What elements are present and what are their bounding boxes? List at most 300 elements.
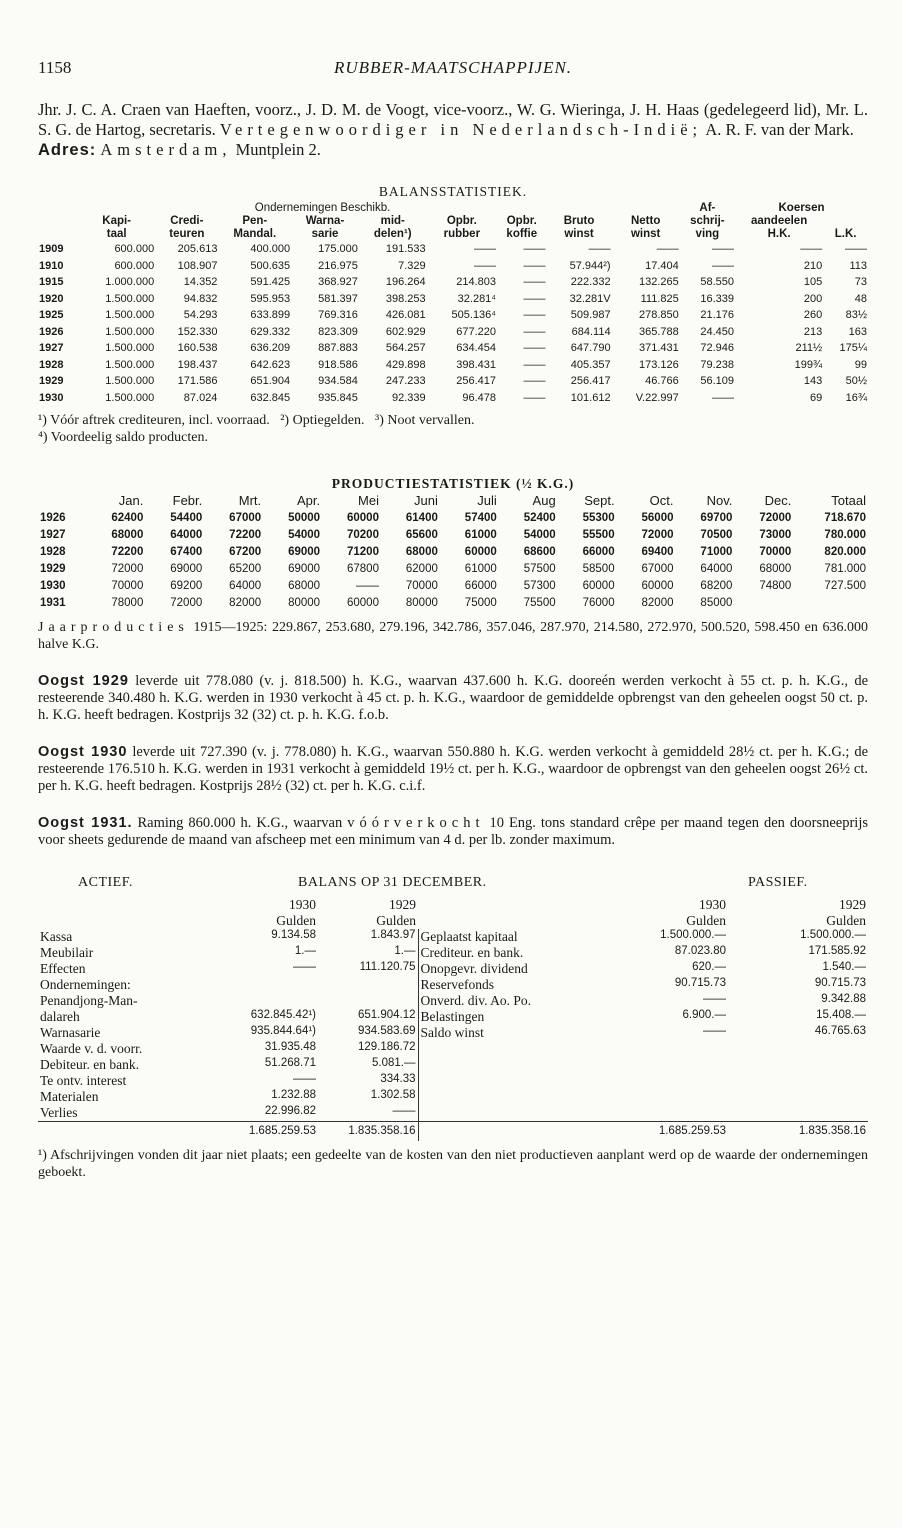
balance-years-row xyxy=(38,897,868,913)
liabilities-value-1929: 1.540.— xyxy=(822,961,866,973)
stat-cell: 198.437 xyxy=(177,358,218,371)
production-stat-title: PRODUCTIESTATISTIEK (½ K.G.) xyxy=(331,476,575,491)
stat-head-koersen: Koersen xyxy=(778,202,825,214)
production-row xyxy=(38,594,868,611)
stat-cell: —— xyxy=(712,259,735,272)
stat-head3-cell: taal xyxy=(106,228,127,240)
harvest-1931-label: Oogst 1931. xyxy=(38,815,133,831)
production-cell: 70000 xyxy=(405,579,438,592)
page-number: 1158 xyxy=(38,58,72,77)
balance-sheet-table xyxy=(38,897,868,1141)
stat-head3-cell: koffie xyxy=(506,228,538,240)
production-month-header: Totaal xyxy=(831,493,866,508)
stat-cell: 210 xyxy=(803,259,823,272)
stat-cell: 426.081 xyxy=(385,309,426,322)
balance-total-row xyxy=(38,1122,868,1142)
passief-unit-1929: Gulden xyxy=(826,913,866,928)
stat-cell: 222.332 xyxy=(570,276,611,289)
stat-cell: —— xyxy=(712,391,735,404)
actief-year-1929: 1929 xyxy=(389,897,416,912)
production-month-header: Jan. xyxy=(118,493,144,508)
stat-row xyxy=(38,324,868,341)
production-cell: 62000 xyxy=(405,562,438,575)
stat-cell: 196.264 xyxy=(385,276,426,289)
assets-value-1930 xyxy=(228,993,318,1009)
passief-unit-1930: Gulden xyxy=(686,913,726,928)
production-cell: 66000 xyxy=(582,545,615,558)
stat-cell: 1.500.000 xyxy=(105,375,155,388)
stat-cell: —— xyxy=(523,342,546,355)
stat-cell: 7.329 xyxy=(398,259,426,272)
stat-cell: 48 xyxy=(854,292,867,305)
stat-head3-cell: teuren xyxy=(169,228,205,240)
production-cell: 76000 xyxy=(582,596,615,609)
stat-head-spacer xyxy=(38,215,78,228)
stat-cell: 152.330 xyxy=(177,325,218,338)
harvest-1930-label: Oogst 1930 xyxy=(38,744,128,760)
stat-cell: 677.220 xyxy=(456,325,497,338)
stat-head-ondernemingen: Ondernemingen Beschikb. xyxy=(254,202,391,214)
stat-head3-cell: delen¹) xyxy=(373,228,412,240)
production-cell: 68000 xyxy=(288,579,321,592)
production-row xyxy=(38,526,868,543)
stat-cell: 58.550 xyxy=(700,276,735,289)
liabilities-label: Crediteur. en bank. xyxy=(418,945,588,961)
harvest-1931-text-c: 10 Eng. tons standard crêpe per maand tegen den doorsneeprijs voor sheets gedurende de maand van afscheep met een minimum van 4 d. per lb. zonder maximum. xyxy=(38,815,868,848)
balance-sheet-title: BALANS OP 31 DECEMBER. xyxy=(298,875,487,890)
stat-cell: V.22.997 xyxy=(635,391,679,404)
stat-year: 1910 xyxy=(39,259,64,272)
production-cell: 80000 xyxy=(405,596,438,609)
stat-cell: 505.136⁴ xyxy=(451,309,497,322)
production-cell: 54400 xyxy=(170,511,203,524)
stat-header-row-3 xyxy=(38,228,868,241)
production-cell: 72200 xyxy=(229,528,262,541)
empty-cell xyxy=(588,1089,728,1105)
stat-cell: 1.500.000 xyxy=(105,292,155,305)
balance-stat-title: BALANSSTATISTIEK. xyxy=(378,184,528,199)
stat-cell: 99 xyxy=(854,358,867,371)
stat-cell: 256.417 xyxy=(456,375,497,388)
assets-value-1930: —— xyxy=(293,1073,316,1085)
stat-cell: 200 xyxy=(803,292,823,305)
production-cell: 72000 xyxy=(641,528,674,541)
assets-value-1930: 9.134.58 xyxy=(271,929,316,941)
assets-label: Effecten xyxy=(40,961,86,976)
stat-cell: —— xyxy=(523,309,546,322)
stat-head3-cell: winst xyxy=(564,228,594,240)
stat-cell: 171.586 xyxy=(177,375,218,388)
board-paragraph xyxy=(38,100,868,140)
production-year: 1931 xyxy=(40,596,66,609)
stat-cell: 175¼ xyxy=(839,342,867,355)
production-cell: 65200 xyxy=(229,562,262,575)
stat-row xyxy=(38,274,868,291)
stat-cell: 69 xyxy=(809,391,823,404)
balance-row xyxy=(38,977,868,993)
production-row xyxy=(38,577,868,594)
liabilities-value-1929: 46.765.63 xyxy=(814,1025,866,1037)
stat-cell: 651.904 xyxy=(250,375,291,388)
representative-label: Vertegenwoordiger in Nederlandsch-Indië; xyxy=(219,120,703,139)
balance-row xyxy=(38,1025,868,1041)
stat-head2-cell: Credi- xyxy=(170,215,204,227)
assets-value-1930: 31.935.48 xyxy=(264,1041,316,1053)
production-cell: 75500 xyxy=(523,596,556,609)
assets-label: Ondernemingen: xyxy=(40,977,131,992)
harvest-1929-text: leverde uit 778.080 (v. j. 818.500) h. K.G., waarvan 437.600 h. K.G. dooreén werden verkocht à 55 ct. p. h. K.G., de resteerende 340.480 h. K.G. werden in 1930 verkocht à 45 ct. p. h. K.G., waardoor de gemiddelde opbrengst van den geheelen oogst 50 ct. p. h. K.G. heeft bedragen. Kostprijs 32 (32) ct. p. h. K.G. f.o.b. xyxy=(38,673,869,723)
liabilities-value-1930: 90.715.73 xyxy=(674,977,726,989)
stat-cell: —— xyxy=(656,243,679,256)
production-cell: 70000 xyxy=(111,579,144,592)
stat-cell: 113 xyxy=(849,259,867,272)
assets-label: Verlies xyxy=(40,1105,78,1120)
stat-cell: 17.404 xyxy=(645,259,679,272)
production-row xyxy=(38,560,868,577)
liabilities-value-1930: 6.900.— xyxy=(682,1009,726,1021)
stat-cell: —— xyxy=(523,325,546,338)
production-cell: 60000 xyxy=(346,511,379,524)
production-cell: 50000 xyxy=(288,511,321,524)
production-cell: 54000 xyxy=(523,528,556,541)
board-text: Jhr. J. C. A. Craen van Haeften, voorz., J. D. M. de Voogt, vice-voorz., W. G. Wieringa, J. H. Haas (gedelegeerd lid), Mr. L. S. G. de Hartog, secretaris. xyxy=(38,100,868,139)
stat-row xyxy=(38,357,868,374)
production-cell: 67000 xyxy=(229,511,262,524)
production-cell: 65600 xyxy=(405,528,438,541)
assets-label: Kassa xyxy=(40,929,73,944)
stat-cell: 368.927 xyxy=(318,276,358,289)
stat-cell: 96.478 xyxy=(462,391,497,404)
stat-year: 1915 xyxy=(39,276,64,289)
stat-header-row-2 xyxy=(38,215,868,228)
production-cell: 71200 xyxy=(346,545,379,558)
liabilities-value-1929: 90.715.73 xyxy=(814,977,866,989)
stat-cell: 72.946 xyxy=(700,342,735,355)
assets-label: Penandjong-Man- xyxy=(40,993,138,1008)
production-cell: 82000 xyxy=(641,596,674,609)
harvest-1931 xyxy=(38,815,868,849)
empty-cell xyxy=(418,1105,588,1122)
empty-cell xyxy=(418,1073,588,1089)
stat-cell: 92.339 xyxy=(391,391,426,404)
stat-head2-cell: mid- xyxy=(380,215,405,227)
liabilities-label: Onverd. div. Ao. Po. xyxy=(418,993,588,1009)
stat-header-row-1 xyxy=(38,202,868,215)
production-cell xyxy=(793,594,868,611)
liabilities-value-1930: 87.023.80 xyxy=(674,945,726,957)
stat-year: 1929 xyxy=(39,375,64,388)
assets-label: Debiteur. en bank. xyxy=(40,1057,139,1072)
stat-cell: 24.450 xyxy=(700,325,735,338)
stat-year: 1930 xyxy=(39,391,64,404)
stat-cell: 429.898 xyxy=(385,358,426,371)
stat-row xyxy=(38,241,868,258)
production-cell: 67200 xyxy=(229,545,262,558)
stat-row xyxy=(38,307,868,324)
liabilities-value-1929: 9.342.88 xyxy=(821,993,866,1005)
stat-cell: —— xyxy=(523,292,546,305)
production-cell: 61400 xyxy=(405,511,438,524)
production-cell: 82000 xyxy=(229,596,262,609)
passief-year-1929: 1929 xyxy=(839,897,866,912)
stat-row xyxy=(38,258,868,275)
stat-head3-cell: ving xyxy=(695,228,720,240)
liabilities-value-1930: —— xyxy=(703,993,726,1005)
balance-unit-row xyxy=(38,913,868,929)
production-cell: 68000 xyxy=(405,545,438,558)
stat-cell: 50½ xyxy=(845,375,867,388)
stat-cell: 16¾ xyxy=(845,391,867,404)
balance-row xyxy=(38,1089,868,1105)
production-cell: 69000 xyxy=(288,545,321,558)
production-cell: 68000 xyxy=(759,562,792,575)
liabilities-heading: PASSIEF. xyxy=(748,875,808,890)
stat-head-spacer xyxy=(823,215,868,228)
stat-cell: 1.500.000 xyxy=(105,391,155,404)
empty-cell xyxy=(728,1089,868,1105)
stat-cell: 647.790 xyxy=(570,342,611,355)
harvest-1929 xyxy=(38,673,868,724)
stat-cell: 642.623 xyxy=(250,358,291,371)
production-cell: 69700 xyxy=(700,511,733,524)
production-month-header: Mei xyxy=(358,493,379,508)
harvest-1931-text-b: vóórverkocht xyxy=(347,815,485,831)
production-cell: 57500 xyxy=(523,562,556,575)
stat-cell: 213 xyxy=(803,325,823,338)
stat-cell: 365.788 xyxy=(638,325,679,338)
liabilities-total-1929: 1.835.358.16 xyxy=(728,1122,868,1142)
stat-head-spacer xyxy=(38,228,78,241)
stat-cell: —— xyxy=(588,243,611,256)
production-cell: 60000 xyxy=(641,579,674,592)
production-month-header: Aug xyxy=(532,493,556,508)
production-cell: 70200 xyxy=(346,528,379,541)
production-cell: 68000 xyxy=(111,528,144,541)
stat-cell: 16.339 xyxy=(700,292,735,305)
balance-row xyxy=(38,1057,868,1073)
production-cell: 57400 xyxy=(464,511,497,524)
stat-cell: —— xyxy=(523,276,546,289)
production-cell: 727.500 xyxy=(824,579,866,592)
production-cell: 80000 xyxy=(288,596,321,609)
stat-cell: 32.281V xyxy=(569,292,611,305)
stat-cell: 14.352 xyxy=(183,276,218,289)
assets-heading: ACTIEF. xyxy=(78,875,133,890)
page xyxy=(38,58,868,1181)
empty-cell xyxy=(728,1041,868,1057)
liabilities-value-1930: 1.500.000.— xyxy=(660,929,726,941)
liabilities-label: Geplaatst kapitaal xyxy=(418,929,588,945)
harvest-1930-text: leverde uit 727.390 (v. j. 778.080) h. K.G., waarvan 550.880 h. K.G. werden verkocht à gemiddeld 28½ ct. per h. K.G.; de resteerende 176.510 h. K.G. werden in 1931 verkocht à gemiddeld 19½ ct. per h. K.G., waardoor de opbrengst van den geheelen oogst 26½ ct. per h. K.G. heeft bedragen. Kostprijs 28½ (32) ct. per h. K.G. c.i.f. xyxy=(38,744,869,794)
annual-production-label: Jaarproducties xyxy=(38,620,189,635)
stat-year: 1925 xyxy=(39,309,64,322)
production-row xyxy=(38,509,868,526)
assets-value-1929 xyxy=(318,977,418,993)
stat-head2-cell: Pen- xyxy=(242,215,268,227)
harvest-1929-label: Oogst 1929 xyxy=(38,673,129,689)
stat-cell: 1.500.000 xyxy=(105,358,155,371)
stat-cell: 629.332 xyxy=(250,325,291,338)
production-cell: 55300 xyxy=(582,511,615,524)
stat-cell: 564.257 xyxy=(385,342,426,355)
stat-cell: 934.584 xyxy=(318,375,358,388)
stat-cell: 214.803 xyxy=(456,276,497,289)
stat-head2-cell: schrij- xyxy=(690,215,725,227)
assets-value-1929: 111.120.75 xyxy=(359,961,416,973)
stat-cell: 633.899 xyxy=(250,309,291,322)
stat-cell: 163 xyxy=(848,325,867,338)
liabilities-value-1930: 620.— xyxy=(692,961,726,973)
assets-value-1930: 935.844.64¹) xyxy=(250,1025,316,1037)
stat-cell: 175.000 xyxy=(318,243,358,256)
page-title: RUBBER-MAATSCHAPPIJEN. xyxy=(333,58,573,77)
balance-footnote: ¹) Afschrijvingen vonden dit jaar niet plaats; een gedeelte van de kosten van den niet productieven aanplant werd op de waarde der ondernemingen geboekt. xyxy=(38,1148,868,1180)
assets-value-1929: 334.33 xyxy=(380,1073,416,1085)
empty-cell xyxy=(588,1057,728,1073)
stat-cell: 87.024 xyxy=(183,391,218,404)
production-header-row xyxy=(38,492,868,509)
balance-row xyxy=(38,929,868,945)
stat-cell: —— xyxy=(712,243,735,256)
actief-unit-1930: Gulden xyxy=(276,913,316,928)
stat-cell: 823.309 xyxy=(318,325,358,338)
footnote-4: ⁴) Voordeelig saldo producten. xyxy=(38,430,208,445)
assets-value-1929: —— xyxy=(392,1105,416,1117)
balance-row xyxy=(38,993,868,1009)
stat-cell: 160.538 xyxy=(177,342,218,355)
assets-value-1929: 934.583.69 xyxy=(357,1025,416,1037)
stat-head3-cell: L.K. xyxy=(834,228,857,240)
stat-cell: 600.000 xyxy=(114,243,155,256)
assets-value-1930: 22.996.82 xyxy=(264,1105,316,1117)
production-cell: 58500 xyxy=(582,562,615,575)
production-stat-table xyxy=(38,492,868,611)
production-cell: 61000 xyxy=(464,528,497,541)
stat-head3-cell: rubber xyxy=(443,228,481,240)
assets-value-1930: 1.— xyxy=(294,945,316,957)
production-year: 1926 xyxy=(40,511,66,524)
footnote-3: ³) Noot vervallen. xyxy=(375,413,475,428)
stat-cell: 278.850 xyxy=(638,309,679,322)
stat-cell: 918.586 xyxy=(318,358,358,371)
production-cell: 780.000 xyxy=(824,528,866,541)
annual-production-text: 1915—1925: 229.867, 253.680, 279.196, 342.786, 357.046, 287.970, 214.580, 272.970, 500.520, 598.450 en 636.000 halve K.G. xyxy=(38,620,869,652)
stat-cell: —— xyxy=(474,259,497,272)
balance-sheet-header xyxy=(38,875,868,897)
stat-row xyxy=(38,390,868,407)
production-cell: 60000 xyxy=(346,596,379,609)
production-month-header: Apr. xyxy=(296,493,321,508)
stat-cell: 260 xyxy=(803,309,823,322)
assets-total-1929: 1.835.358.16 xyxy=(318,1122,418,1142)
liabilities-label: Saldo winst xyxy=(418,1025,588,1041)
balance-row xyxy=(38,1105,868,1122)
stat-cell: 1.500.000 xyxy=(105,342,155,355)
stat-cell: —— xyxy=(523,391,546,404)
liabilities-label: Reservefonds xyxy=(418,977,588,993)
production-cell: 56000 xyxy=(641,511,674,524)
stat-cell: 398.431 xyxy=(456,358,497,371)
production-cell xyxy=(734,594,793,611)
production-month-header: Nov. xyxy=(706,493,733,508)
page-header xyxy=(38,58,868,88)
production-cell: 72000 xyxy=(170,596,203,609)
stat-cell: 73 xyxy=(854,276,867,289)
production-cell: 781.000 xyxy=(824,562,866,575)
production-cell: 64000 xyxy=(229,579,262,592)
stat-cell: 205.613 xyxy=(177,243,218,256)
assets-value-1929: 129.186.72 xyxy=(357,1041,416,1053)
stat-cell: 398.253 xyxy=(385,292,426,305)
stat-cell: 581.397 xyxy=(318,292,358,305)
stat-head3-cell: sarie xyxy=(311,228,339,240)
production-cell: 75000 xyxy=(464,596,497,609)
stat-cell: 216.975 xyxy=(318,259,358,272)
stat-cell: 173.126 xyxy=(638,358,679,371)
assets-label: Meubilair xyxy=(40,945,94,960)
liabilities-value-1929: 171.585.92 xyxy=(808,945,866,957)
stat-cell: 1.500.000 xyxy=(105,309,155,322)
address-street: Muntplein 2. xyxy=(235,140,321,159)
empty-cell xyxy=(728,1073,868,1089)
stat-year: 1926 xyxy=(39,325,64,338)
production-cell: 64000 xyxy=(170,528,203,541)
production-cell: 67800 xyxy=(346,562,379,575)
stat-cell: 211½ xyxy=(795,342,823,355)
stat-cell: —— xyxy=(523,358,546,371)
production-cell: 68200 xyxy=(700,579,733,592)
stat-cell: 256.417 xyxy=(570,375,611,388)
production-cell: 74800 xyxy=(759,579,792,592)
stat-cell: 108.907 xyxy=(177,259,218,272)
production-month-header: Mrt. xyxy=(238,493,262,508)
actief-unit-1929: Gulden xyxy=(376,913,416,928)
stat-cell: —— xyxy=(474,243,497,256)
production-cell: 67000 xyxy=(641,562,674,575)
stat-cell: 57.944²) xyxy=(569,259,611,272)
stat-cell: 46.766 xyxy=(645,375,679,388)
assets-label: Materialen xyxy=(40,1089,99,1104)
stat-head-af: Af- xyxy=(699,202,716,214)
stat-cell: 143 xyxy=(803,375,823,388)
production-cell: 62400 xyxy=(111,511,144,524)
production-cell: 60000 xyxy=(464,545,497,558)
assets-value-1929: 651.904.12 xyxy=(357,1009,416,1021)
stat-head2-cell: Kapi- xyxy=(102,215,132,227)
stat-cell: 400.000 xyxy=(250,243,291,256)
stat-year: 1928 xyxy=(39,358,64,371)
stat-cell: 21.176 xyxy=(700,309,735,322)
assets-value-1929: 1.302.58 xyxy=(370,1089,416,1101)
empty-cell xyxy=(418,1089,588,1105)
balance-stat-footnotes xyxy=(38,412,868,446)
production-cell: 85000 xyxy=(700,596,733,609)
stat-row xyxy=(38,291,868,308)
empty-cell xyxy=(588,1041,728,1057)
stat-cell: 111.825 xyxy=(640,292,679,305)
empty-cell xyxy=(418,1057,588,1073)
production-month-header: Sept. xyxy=(584,493,615,508)
production-cell: 69400 xyxy=(641,545,674,558)
actief-year-1930: 1930 xyxy=(289,897,316,912)
production-month-header: Juni xyxy=(414,493,438,508)
stat-cell: 405.357 xyxy=(570,358,611,371)
assets-value-1930 xyxy=(228,977,318,993)
stat-cell: 1.000.000 xyxy=(105,276,155,289)
empty-cell xyxy=(588,1073,728,1089)
stat-head2-cell: Bruto xyxy=(563,215,595,227)
assets-value-1930: 51.268.71 xyxy=(264,1057,316,1069)
